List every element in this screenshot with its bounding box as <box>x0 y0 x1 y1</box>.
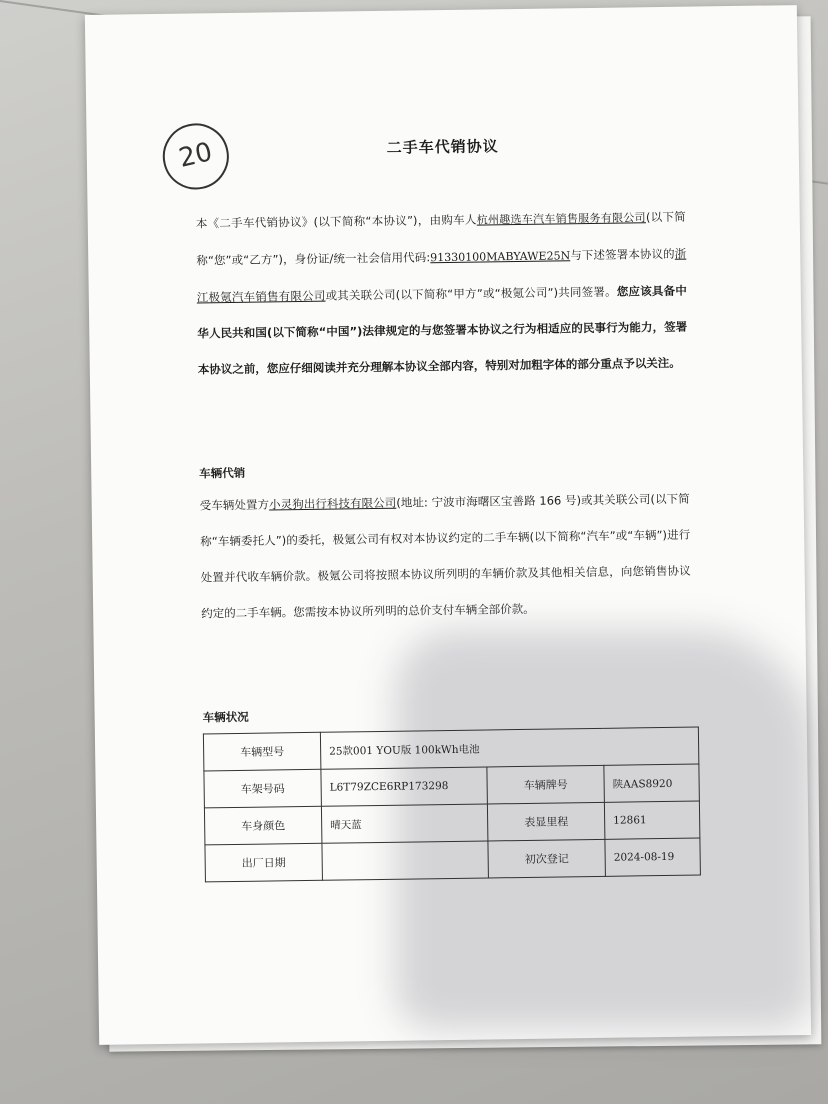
label-color: 车身颜色 <box>204 806 322 845</box>
value-plate: 陕AAS8920 <box>604 764 699 802</box>
label-mileage: 表显里程 <box>488 802 606 841</box>
document-title: 二手车代销协议 <box>386 137 499 157</box>
value-mileage: 12861 <box>604 801 699 839</box>
handwritten-page-number: 20 <box>156 117 235 196</box>
intro-text-4: 或其关联公司(以下简称“甲方”或“极氪公司”)共同签署。 <box>325 284 617 303</box>
intro-text-1: 本《二手车代销协议》(以下简称“本协议”)，由购车人 <box>195 212 477 231</box>
section-heading-consignment: 车辆代销 <box>199 465 246 481</box>
intro-text-3: 与下述签署本协议的 <box>570 246 675 263</box>
value-first-registration: 2024-08-19 <box>605 838 700 876</box>
consignment-paragraph <box>199 481 691 632</box>
label-manufacture-date: 出厂日期 <box>205 843 323 882</box>
consignment-text-2: (地址: 宁波市海曙区宝善路 166 号)或其关联公司(以下简称“车辆委托人”)的委托，极氪公司有权对本协议约定的二手车辆(以下简称“汽车”或“车辆”)进行处置并代收车辆价款。极氪公司将按照本协议所列明的车辆价款及其他相关信息，向您销售协议约定的二手车辆。您需按本协议所列明的总价支付车辆全部价款。 <box>200 491 691 621</box>
buyer-name: 杭州趣选车汽车销售服务有限公司 <box>476 211 646 227</box>
section-heading-vehicle: 车辆状况 <box>202 709 249 725</box>
entrustor-name: 小灵狗出行科技有限公司 <box>268 495 397 512</box>
intro-bold-notice: 您应该具备中华人民共和国(以下简称“中国”)法律规定的与您签署本协议之行为相适应的民事行为能力，签署本协议之前，您应仔细阅读并充分理解本协议全部内容，特别对加粗字体的部分重点予以关注。 <box>197 283 688 377</box>
label-vin: 车架号码 <box>204 769 322 808</box>
label-plate: 车辆牌号 <box>487 765 605 804</box>
consignment-text-1: 受车辆处置方 <box>199 497 270 513</box>
value-vin: L6T79ZCE6RP173298 <box>321 767 488 806</box>
value-color: 晴天蓝 <box>321 804 488 843</box>
label-first-registration: 初次登记 <box>488 839 606 878</box>
label-model: 车辆型号 <box>203 732 321 771</box>
intro-text-2: (以下简称“您”或“乙方”)，身份证/统一社会信用代码: <box>196 209 686 268</box>
credit-code: 91330100MABYAWE25N <box>430 249 571 265</box>
value-model: 25款001 YOU版 100kWh电池 <box>320 727 698 769</box>
intro-paragraph <box>196 199 688 388</box>
hand-shadow <box>395 630 815 1030</box>
seller-name: 浙江极氪汽车销售有限公司 <box>196 246 687 305</box>
